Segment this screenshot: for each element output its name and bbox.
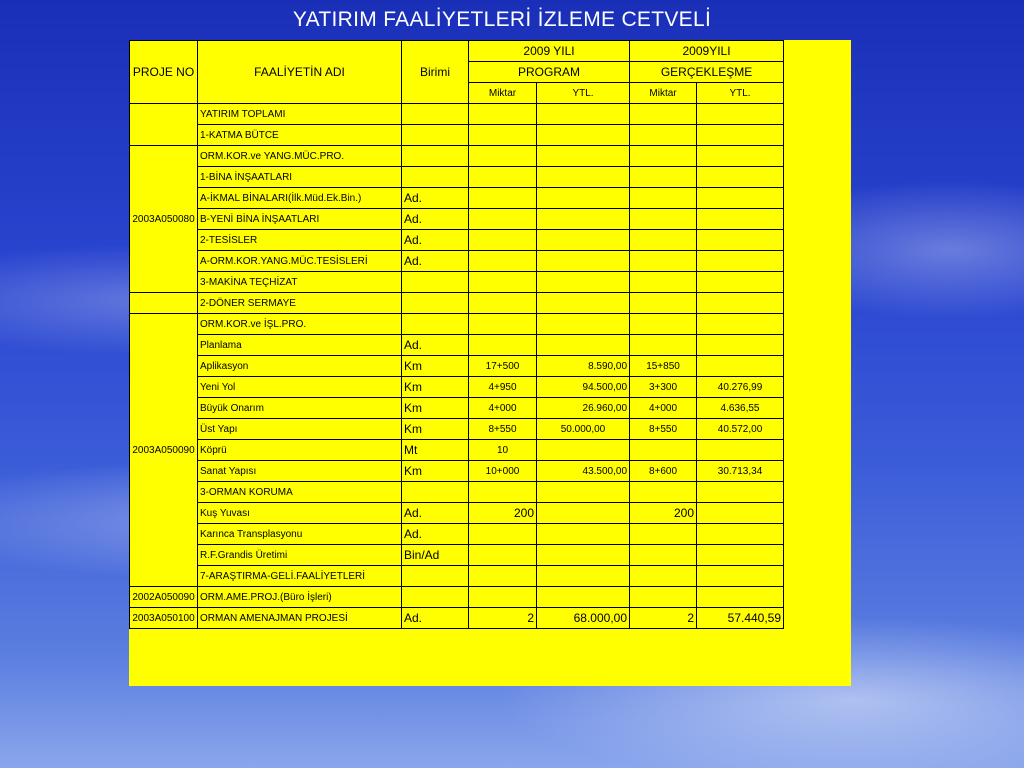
program-ytl [537, 209, 630, 230]
program-ytl: 26.960,00 [537, 398, 630, 419]
unit-cell: Km [402, 461, 469, 482]
activity-name: Köprü [198, 440, 402, 461]
gerceklesme-miktar: 2 [630, 608, 697, 629]
program-miktar: 8+550 [469, 419, 537, 440]
header-gerceklesme-ytl: YTL. [697, 83, 784, 104]
slide-title: YATIRIM FAALİYETLERİ İZLEME CETVELİ [292, 8, 712, 31]
gerceklesme-ytl [697, 503, 784, 524]
activity-name: Aplikasyon [198, 356, 402, 377]
gerceklesme-ytl: 40.572,00 [697, 419, 784, 440]
investment-table [129, 40, 784, 629]
gerceklesme-ytl [697, 104, 784, 125]
program-miktar [469, 566, 537, 587]
program-ytl [537, 566, 630, 587]
activity-name: Karınca Transplasyonu [198, 524, 402, 545]
gerceklesme-miktar [630, 293, 697, 314]
unit-cell: Ad. [402, 188, 469, 209]
unit-cell [402, 125, 469, 146]
unit-cell [402, 167, 469, 188]
gerceklesme-ytl: 40.276,99 [697, 377, 784, 398]
table-row [130, 251, 784, 272]
table-row [130, 440, 784, 461]
activity-name: 3-ORMAN KORUMA [198, 482, 402, 503]
unit-cell: Ad. [402, 335, 469, 356]
unit-cell: Bin/Ad [402, 545, 469, 566]
activity-name: ORM.KOR.ve İŞL.PRO. [198, 314, 402, 335]
program-miktar [469, 104, 537, 125]
header-faaliyet-adi: FAALİYETİN ADI [198, 41, 402, 104]
program-miktar [469, 272, 537, 293]
program-miktar [469, 188, 537, 209]
gerceklesme-ytl [697, 524, 784, 545]
program-ytl [537, 104, 630, 125]
activity-name: ORM.KOR.ve YANG.MÜC.PRO. [198, 146, 402, 167]
program-miktar [469, 335, 537, 356]
program-ytl [537, 545, 630, 566]
unit-cell: Ad. [402, 503, 469, 524]
table-row [130, 104, 784, 125]
activity-name: A-İKMAL BİNALARI(İlk.Müd.Ek.Bin.) [198, 188, 402, 209]
project-no-cell: 2002A050090 [130, 587, 198, 608]
gerceklesme-miktar [630, 209, 697, 230]
program-miktar [469, 314, 537, 335]
unit-cell: Ad. [402, 230, 469, 251]
unit-cell: Ad. [402, 524, 469, 545]
project-no-cell [130, 293, 198, 314]
table-row [130, 335, 784, 356]
program-miktar: 2 [469, 608, 537, 629]
table-row [130, 566, 784, 587]
activity-name: ORMAN AMENAJMAN PROJESİ [198, 608, 402, 629]
gerceklesme-miktar: 8+600 [630, 461, 697, 482]
activity-name: Planlama [198, 335, 402, 356]
program-miktar: 10+000 [469, 461, 537, 482]
activity-name: YATIRIM TOPLAMI [198, 104, 402, 125]
gerceklesme-miktar [630, 524, 697, 545]
program-ytl: 8.590,00 [537, 356, 630, 377]
table-row [130, 377, 784, 398]
activity-name: ORM.AME.PROJ.(Büro İşleri) [198, 587, 402, 608]
gerceklesme-ytl: 30.713,34 [697, 461, 784, 482]
program-ytl [537, 587, 630, 608]
header-proje-no: PROJE NO [130, 41, 198, 104]
program-miktar [469, 209, 537, 230]
table-row [130, 230, 784, 251]
unit-cell: Km [402, 419, 469, 440]
header-program-ytl: YTL. [537, 83, 630, 104]
gerceklesme-ytl [697, 230, 784, 251]
program-miktar [469, 587, 537, 608]
activity-name: 7-ARAŞTIRMA-GELİ.FAALİYETLERİ [198, 566, 402, 587]
program-ytl [537, 482, 630, 503]
table-row [130, 482, 784, 503]
activity-name: Büyük Onarım [198, 398, 402, 419]
program-miktar: 4+000 [469, 398, 537, 419]
unit-cell: Ad. [402, 608, 469, 629]
header-program-miktar: Miktar [469, 83, 537, 104]
project-no-cell: 2003A050100 [130, 608, 198, 629]
program-miktar: 10 [469, 440, 537, 461]
unit-cell: Km [402, 377, 469, 398]
table-row [130, 167, 784, 188]
table-row [130, 608, 784, 629]
gerceklesme-miktar [630, 482, 697, 503]
activity-name: Sanat Yapısı [198, 461, 402, 482]
program-miktar [469, 251, 537, 272]
gerceklesme-ytl [697, 293, 784, 314]
table-row [130, 293, 784, 314]
unit-cell: Mt [402, 440, 469, 461]
gerceklesme-miktar [630, 545, 697, 566]
program-miktar [469, 167, 537, 188]
program-miktar [469, 293, 537, 314]
program-miktar [469, 146, 537, 167]
program-ytl: 43.500,00 [537, 461, 630, 482]
activity-name: Kuş Yuvası [198, 503, 402, 524]
unit-cell [402, 146, 469, 167]
gerceklesme-miktar [630, 314, 697, 335]
gerceklesme-miktar [630, 440, 697, 461]
unit-cell: Ad. [402, 209, 469, 230]
activity-name: 2-DÖNER SERMAYE [198, 293, 402, 314]
header-2009-yili-gerceklesme: 2009YILI [630, 41, 784, 62]
program-ytl [537, 251, 630, 272]
program-ytl [537, 230, 630, 251]
table-row [130, 146, 784, 167]
unit-cell [402, 293, 469, 314]
header-2009-yili-program: 2009 YILI [469, 41, 630, 62]
program-ytl [537, 293, 630, 314]
gerceklesme-ytl: 57.440,59 [697, 608, 784, 629]
unit-cell: Ad. [402, 251, 469, 272]
gerceklesme-ytl [697, 440, 784, 461]
table-row [130, 461, 784, 482]
program-ytl: 94.500,00 [537, 377, 630, 398]
table-row [130, 272, 784, 293]
header-gerceklesme-miktar: Miktar [630, 83, 697, 104]
gerceklesme-ytl [697, 272, 784, 293]
unit-cell [402, 587, 469, 608]
gerceklesme-ytl [697, 209, 784, 230]
program-miktar: 200 [469, 503, 537, 524]
table-row [130, 587, 784, 608]
program-miktar [469, 482, 537, 503]
unit-cell [402, 482, 469, 503]
gerceklesme-miktar: 4+000 [630, 398, 697, 419]
gerceklesme-ytl [697, 167, 784, 188]
gerceklesme-miktar [630, 104, 697, 125]
program-miktar: 4+950 [469, 377, 537, 398]
program-ytl: 50.000,00 [537, 419, 630, 440]
header-gerceklesme: GERÇEKLEŞME [630, 62, 784, 83]
program-ytl [537, 167, 630, 188]
program-ytl [537, 188, 630, 209]
gerceklesme-miktar [630, 587, 697, 608]
program-ytl [537, 125, 630, 146]
activity-name: 3-MAKİNA TEÇHİZAT [198, 272, 402, 293]
gerceklesme-ytl [697, 545, 784, 566]
activity-name: 2-TESİSLER [198, 230, 402, 251]
gerceklesme-miktar: 200 [630, 503, 697, 524]
gerceklesme-miktar [630, 125, 697, 146]
gerceklesme-miktar: 15+850 [630, 356, 697, 377]
header-birimi: Birimi [402, 41, 469, 104]
program-ytl [537, 314, 630, 335]
program-miktar [469, 524, 537, 545]
table-row [130, 356, 784, 377]
gerceklesme-miktar [630, 167, 697, 188]
unit-cell [402, 272, 469, 293]
unit-cell [402, 314, 469, 335]
gerceklesme-miktar: 3+300 [630, 377, 697, 398]
table-row [130, 314, 784, 335]
table-row [130, 188, 784, 209]
activity-name: 1-BİNA İNŞAATLARI [198, 167, 402, 188]
gerceklesme-ytl [697, 587, 784, 608]
table-row [130, 209, 784, 230]
project-no-cell: 2003A050080 [130, 146, 198, 293]
gerceklesme-ytl [697, 251, 784, 272]
gerceklesme-ytl [697, 314, 784, 335]
activity-name: Üst Yapı [198, 419, 402, 440]
table-row [130, 545, 784, 566]
table-row [130, 524, 784, 545]
program-ytl: 68.000,00 [537, 608, 630, 629]
gerceklesme-ytl [697, 188, 784, 209]
program-miktar [469, 545, 537, 566]
program-miktar [469, 125, 537, 146]
program-miktar: 17+500 [469, 356, 537, 377]
activity-name: R.F.Grandis Üretimi [198, 545, 402, 566]
gerceklesme-miktar [630, 566, 697, 587]
table-row [130, 398, 784, 419]
unit-cell: Km [402, 398, 469, 419]
table-row [130, 503, 784, 524]
program-ytl [537, 524, 630, 545]
activity-name: B-YENİ BİNA İNŞAATLARI [198, 209, 402, 230]
gerceklesme-miktar [630, 251, 697, 272]
gerceklesme-ytl [697, 566, 784, 587]
gerceklesme-miktar [630, 230, 697, 251]
table-row [130, 419, 784, 440]
program-ytl [537, 503, 630, 524]
program-miktar [469, 230, 537, 251]
gerceklesme-miktar [630, 272, 697, 293]
gerceklesme-ytl [697, 146, 784, 167]
spreadsheet-area [129, 40, 851, 686]
program-ytl [537, 146, 630, 167]
activity-name: 1-KATMA BÜTCE [198, 125, 402, 146]
activity-name: Yeni Yol [198, 377, 402, 398]
table-row [130, 125, 784, 146]
unit-cell [402, 104, 469, 125]
program-ytl [537, 440, 630, 461]
gerceklesme-miktar [630, 146, 697, 167]
project-no-cell [130, 104, 198, 146]
unit-cell: Km [402, 356, 469, 377]
gerceklesme-ytl [697, 356, 784, 377]
gerceklesme-ytl [697, 482, 784, 503]
unit-cell [402, 566, 469, 587]
header-program: PROGRAM [469, 62, 630, 83]
gerceklesme-ytl [697, 335, 784, 356]
program-ytl [537, 335, 630, 356]
gerceklesme-miktar [630, 335, 697, 356]
activity-name: A-ORM.KOR.YANG.MÜC.TESİSLERİ [198, 251, 402, 272]
gerceklesme-ytl [697, 125, 784, 146]
gerceklesme-ytl: 4.636,55 [697, 398, 784, 419]
gerceklesme-miktar [630, 188, 697, 209]
gerceklesme-miktar: 8+550 [630, 419, 697, 440]
project-no-cell: 2003A050090 [130, 314, 198, 587]
program-ytl [537, 272, 630, 293]
